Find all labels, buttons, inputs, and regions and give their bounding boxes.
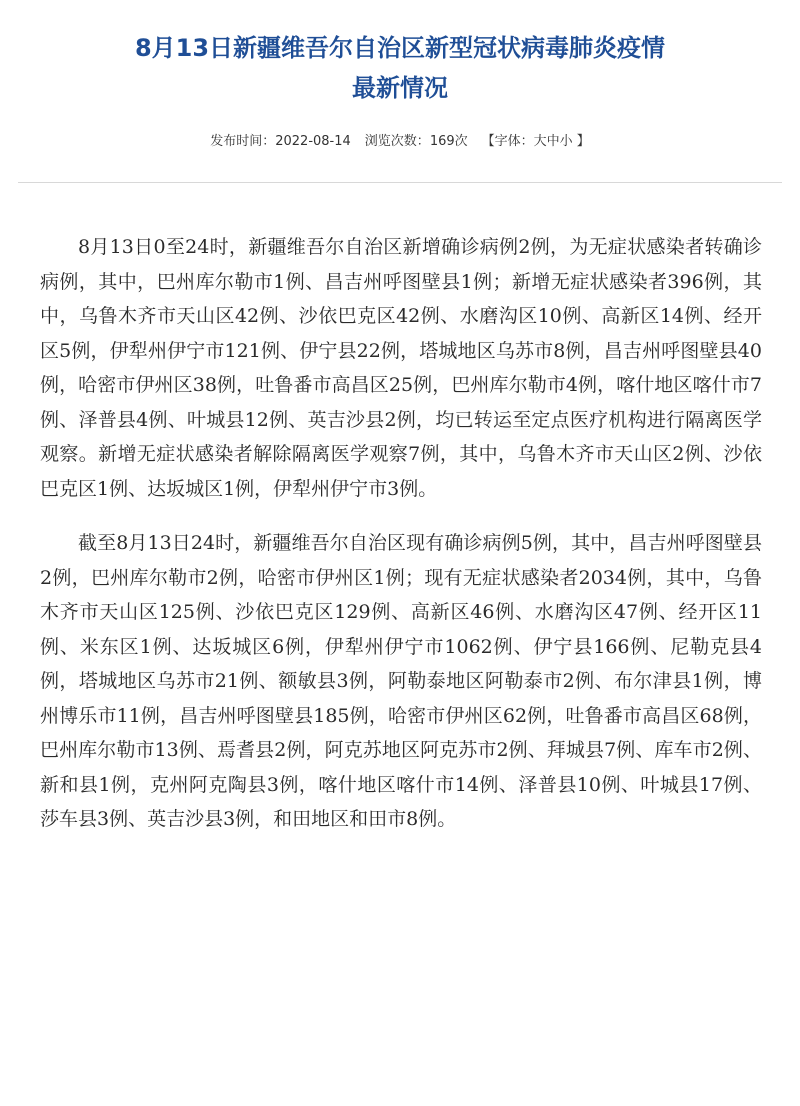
views-count: 169次 — [429, 134, 468, 149]
paragraph-existing-cases: 截至8月13日24时，新疆维吾尔自治区现有确诊病例5例，其中，昌吉州呼图壁县2例，巴州库尔勒市2例，哈密市伊州区1例；现有无症状感染者2034例，其中，乌鲁木齐市天山区125例、沙依巴克区129例、高新区46例、水磨沟区47例、经开区11例、米东区1例、达坂城区6例，伊犁州伊宁市1062例、伊宁县166例、尼勒克县4例，塔城地区乌苏市21例、额敏县3例，阿勒泰地区阿勒泰市2例、布尔津县1例，博州博乐市11例，昌吉州呼图壁县185例，哈密市伊州区62例，吐鲁番市高昌区68例，巴州库尔勒市13例、焉耆县2例，阿克苏地区阿克苏市2例、拜城县7例、库车市2例、新和县1例，克州阿克陶县3例，喀什地区喀什市14例、泽普县10例、叶城县17例、莎车县3例、英吉沙县3例，和田地区和田市8例。 — [40, 532, 762, 830]
title-line-1: 8月13日新疆维吾尔自治区新型冠状病毒肺炎疫情 — [134, 34, 666, 62]
paragraph-new-cases: 8月13日0至24时，新疆维吾尔自治区新增确诊病例2例，为无症状感染者转确诊病例，其中，巴州库尔勒市1例、昌吉州呼图壁县1例；新增无症状感染者396例，其中，乌鲁木齐市天山区42例、沙依巴克区42例、水磨沟区10例、高新区14例、经开区5例，伊犁州伊宁市121例、伊宁县22例，塔城地区乌苏市8例，昌吉州呼图壁县40例，哈密市伊州区38例，吐鲁番市高昌区25例，巴州库尔勒市4例，喀什地区喀什市7例、泽普县4例、叶城县12例、英吉沙县2例，均已转运至定点医疗机构进行隔离医学观察。新增无症状感染者解除隔离医学观察7例，其中，乌鲁木齐市天山区2例、沙依巴克区1例、达坂城区1例，伊犁州伊宁市3例。 — [40, 236, 762, 500]
font-size-selector[interactable]: 【字体：大中小 】 — [481, 134, 590, 149]
article-meta — [60, 131, 740, 153]
header-divider — [18, 182, 782, 183]
publish-date: 2022-08-14 — [275, 134, 351, 149]
article-body — [40, 230, 762, 857]
publish-label: 发布时间： — [210, 134, 276, 149]
views-label: 浏览次数： — [364, 134, 430, 149]
article-title — [60, 28, 740, 108]
title-line-2: 最新情况 — [352, 74, 448, 102]
